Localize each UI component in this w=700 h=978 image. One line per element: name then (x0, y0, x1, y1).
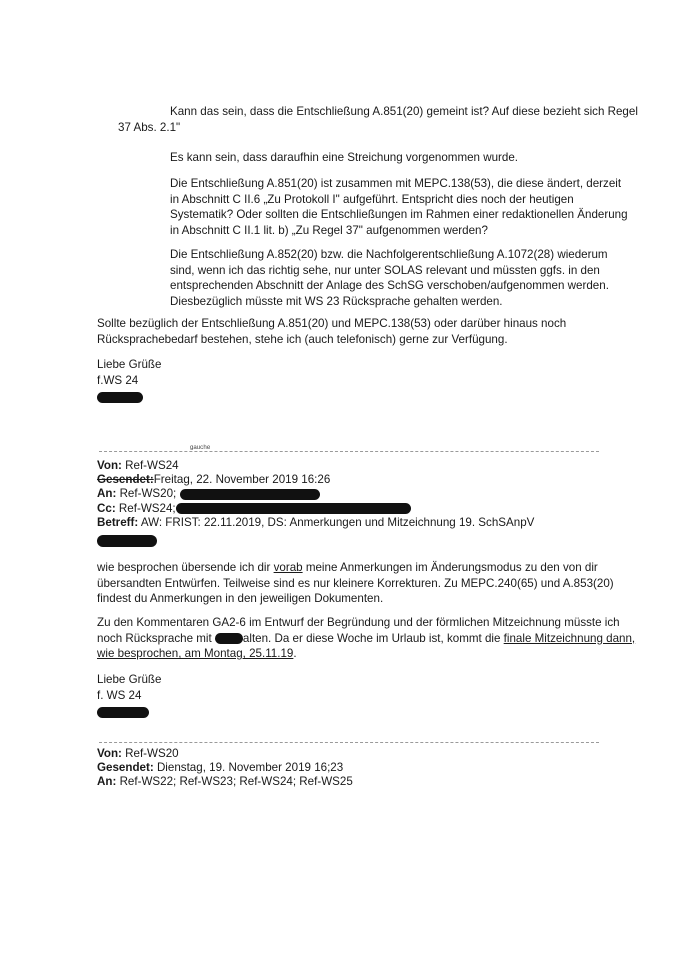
email-body-paragraph-1 (97, 560, 687, 607)
to-value: Ref-WS20; (119, 487, 177, 501)
cc-value: Ref-WS24; (118, 501, 176, 515)
redaction-bar (97, 392, 143, 403)
body-underlined-text: vorab (273, 561, 303, 574)
signature-block-2 (97, 672, 297, 719)
body-line: Zu den Kommentaren GA2-6 im Entwurf der Begründung und der förmlichen Mitzeichnung müsste ich (97, 616, 620, 629)
email-header-1 (97, 459, 687, 530)
to-label: An: (97, 775, 117, 789)
to-value: Ref-WS22; Ref-WS23; Ref-WS24; Ref-WS25 (119, 775, 353, 789)
para3-line: sind, wenn ich das richtig sehe, nur unter SOLAS relevant und müssten ggfs. in den (170, 263, 600, 277)
answer-line: Es kann sein, dass daraufhin eine Streichung vorgenommen wurde. (170, 151, 519, 164)
closing-paragraph (97, 316, 687, 347)
to-label: An: (97, 487, 117, 501)
redaction-bar (215, 633, 243, 644)
from-value: Ref-WS24 (125, 459, 179, 472)
signature-block-1 (97, 357, 297, 404)
separator-line (99, 451, 599, 452)
redaction-bar (180, 489, 320, 500)
body-text: . (293, 647, 297, 661)
para3-line: Die Entschließung A.852(20) bzw. die Nachfolgerentschließung A.1072(28) wiederum (170, 248, 608, 261)
separator-line (99, 742, 599, 743)
sent-value: Dienstag, 19. November 2019 16;23 (156, 761, 344, 775)
from-value: Ref-WS20 (125, 747, 179, 760)
sent-value: Freitag, 22. November 2019 16:26 (153, 473, 331, 487)
email-body-paragraph-2 (97, 615, 692, 662)
para2-line: in Abschnitt C II.1 lit. b) „Zu Regel 37" aufgenommen werden? (170, 223, 488, 237)
signature: f. WS 24 (97, 688, 142, 702)
greeting: Liebe Grüße (97, 673, 162, 686)
redaction-bar (97, 535, 157, 547)
subject-label: Betreff: (97, 515, 139, 529)
sent-label: Gesendet: (97, 761, 154, 775)
redaction-bar (176, 503, 411, 514)
para2-line: in Abschnitt C II.6 „Zu Protokoll I" aufgeführt. Entspricht dies noch der heutigen (170, 192, 574, 206)
body-line: übersandten Entwürfen. Teilweise sind es nur kleinere Korrekturen. Zu MEPC.240(65) und A.853(20) (97, 576, 614, 590)
paragraph-resolution-a851 (170, 176, 690, 238)
para3-line: entsprechenden Abschnitt der Anlage des SchSG verschoben/aufgenommen werden. (170, 279, 609, 293)
email-header-2 (97, 747, 687, 790)
body-underlined-text: finale Mitzeichnung dann, (503, 631, 636, 645)
body-text: noch Rücksprache mit (97, 631, 215, 645)
body-text: meine Anmerkungen im Änderungsmodus zu den von dir (302, 561, 598, 574)
body-line: findest du Anmerkungen in den jeweiligen Dokumenten. (97, 592, 384, 606)
sent-label: Gesendet: (97, 473, 154, 487)
subject-value: AW: FRIST: 22.11.2019, DS: Anmerkungen und Mitzeichnung 19. SchSAnpV (140, 515, 535, 529)
from-label: Von: (97, 747, 122, 760)
question-line-2: 37 Abs. 2.1" (118, 120, 181, 134)
body-text: wie besprochen übersende ich dir (97, 561, 274, 574)
answer-text (170, 150, 690, 166)
signature: f.WS 24 (97, 373, 139, 387)
closing-line: Sollte bezüglich der Entschließung A.851(20) und MEPC.138(53) oder darüber hinaus noch (97, 317, 567, 330)
redaction-bar (97, 707, 149, 718)
paragraph-resolution-a852 (170, 247, 690, 309)
from-label: Von: (97, 459, 122, 472)
closing-line: Rücksprachebedarf bestehen, stehe ich (auch telefonisch) gerne zur Verfügung. (97, 332, 508, 346)
body-underlined-text: wie besprochen, am Montag, 25.11.19 (97, 647, 294, 661)
greeting: Liebe Grüße (97, 358, 162, 371)
handwritten-scribble: ᵍᵃᵘᶜʰᵉ (190, 443, 211, 453)
body-text: alten. Da er diese Woche im Urlaub ist, kommt die (242, 631, 504, 645)
para2-line: Systematik? Oder sollten die Entschließungen im Rahmen einer redaktionellen Änderung (170, 208, 628, 222)
para3-line: Diesbezüglich müsste mit WS 23 Rücksprache gehalten werden. (170, 294, 503, 308)
para2-line: Die Entschließung A.851(20) ist zusammen mit MEPC.138(53), die diese ändert, derzeit (170, 177, 622, 190)
question-line-1: Kann das sein, dass die Entschließung A.851(20) gemeint ist? Auf diese bezieht sich Regel (170, 105, 638, 118)
quoted-question (118, 104, 688, 135)
cc-label: Cc: (97, 501, 116, 515)
